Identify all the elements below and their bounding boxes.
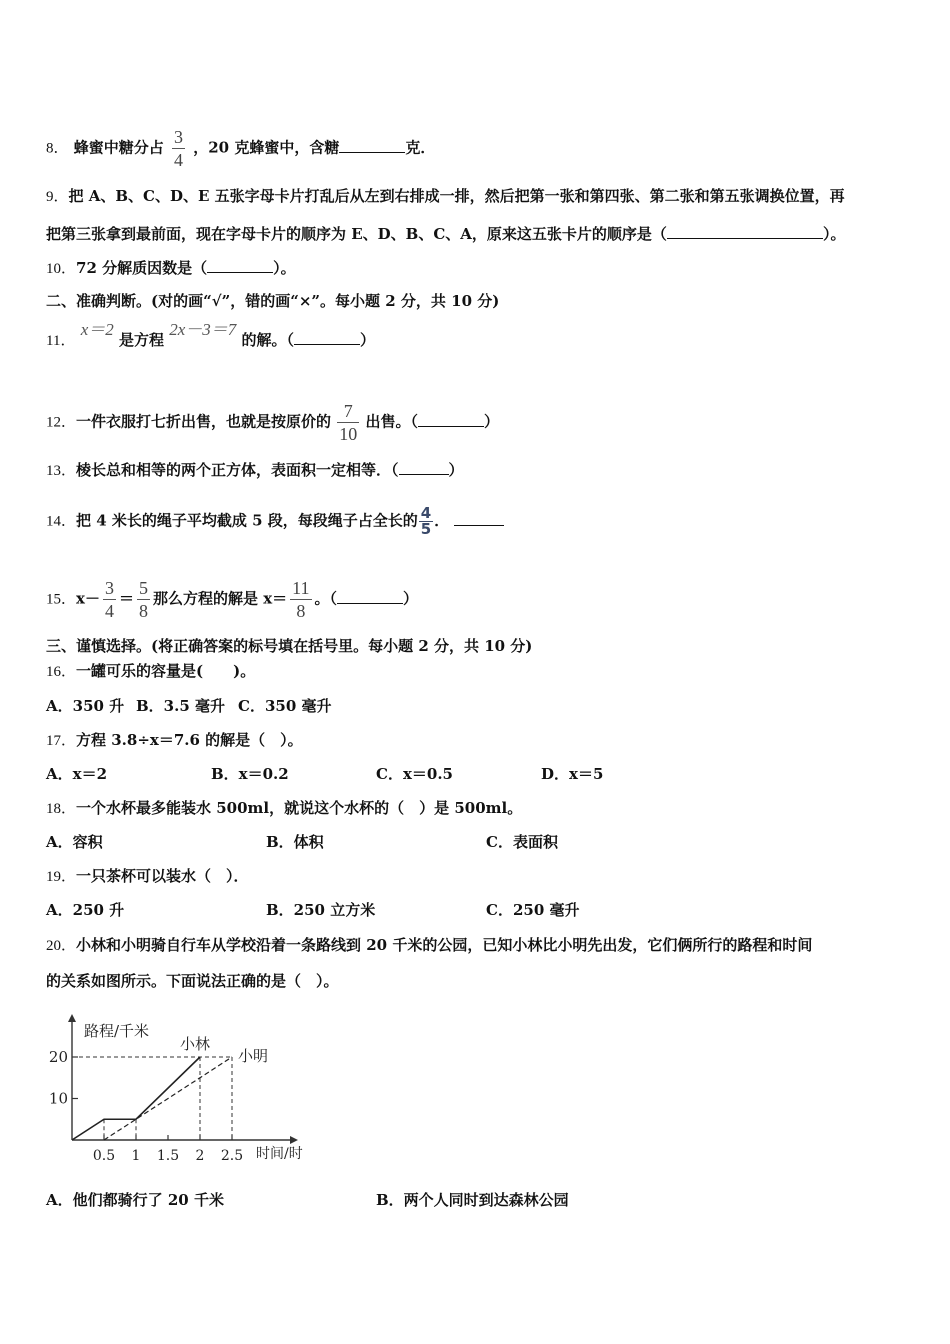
q15-end: ） <box>403 589 419 608</box>
q10-number: 10． <box>46 261 77 277</box>
q12-text: 一件衣服打七折出售，也就是按原价的 <box>76 412 332 431</box>
q16-option-a[interactable]: A．350 升 <box>46 697 125 715</box>
q15-fraction-3: $\frac{11}{8}$ <box>292 578 310 621</box>
q12-answer-blank[interactable] <box>418 412 484 427</box>
q15-fraction-2: $\frac{5}{8}$ <box>138 578 148 621</box>
q15-text-mid: 那么方程的解是 x＝ <box>152 589 288 608</box>
question-20 <box>46 935 812 956</box>
series-label-xiaoming: 小明 <box>238 1047 269 1065</box>
q13-end: ） <box>448 461 464 479</box>
q11-math-2: 2x－3＝7 <box>169 320 237 339</box>
q14-text-2: ． <box>434 511 450 530</box>
q14-text: 把 4 米长的绳子平均截成 5 段，每段绳子占全长的 <box>76 511 418 530</box>
question-9-cont <box>46 224 845 244</box>
q15-text-2: 。（ <box>314 589 338 608</box>
x-axis-arrow <box>290 1136 298 1144</box>
q11-text-2: 的解。（ <box>241 331 295 349</box>
q8-fraction: $\frac{3}{4}$ <box>174 127 183 170</box>
q14-fraction: $\frac{4}{5}$ <box>420 504 432 538</box>
q19-text: 一只茶杯可以装水（ ）． <box>76 867 249 885</box>
y-axis-label: 路程/千米 <box>84 1022 150 1040</box>
q18-number: 18． <box>46 801 77 817</box>
q15-text-a: x－ <box>76 589 100 608</box>
q11-number: 11． <box>46 333 76 349</box>
q8-number: 8． <box>46 140 69 157</box>
q17-option-c[interactable]: C．x＝0.5 <box>376 765 453 783</box>
question-10 <box>46 258 296 279</box>
q20-option-b[interactable]: B．两个人同时到达森林公园 <box>376 1191 569 1209</box>
q20-option-a[interactable]: A．他们都骑行了 20 千米 <box>46 1191 224 1209</box>
q11-end: ） <box>360 331 376 349</box>
q15-fraction-1: $\frac{3}{4}$ <box>104 578 114 621</box>
q18-option-a[interactable]: A．容积 <box>46 833 103 851</box>
q11-text: 是方程 <box>118 331 164 349</box>
q17-option-a[interactable]: A．x＝2 <box>46 765 108 783</box>
q12-text-2: 出售。（ <box>365 412 419 431</box>
q17-text: 方程 3.8÷x＝7.6 的解是（ ）。 <box>76 731 303 749</box>
q15-number: 15． <box>46 591 77 608</box>
q12-fraction: $\frac{7}{10}$ <box>339 401 358 444</box>
q14-number: 14． <box>46 513 77 530</box>
question-14 <box>46 506 504 537</box>
q20-number: 20． <box>46 938 77 954</box>
q19-option-c[interactable]: C．250 毫升 <box>486 901 580 919</box>
question-20-cont <box>46 971 339 991</box>
question-9 <box>46 186 845 207</box>
question-12 <box>46 400 499 445</box>
q15-equals: ＝ <box>118 589 134 608</box>
question-18 <box>46 798 522 819</box>
q12-number: 12． <box>46 414 77 431</box>
q20-line-2: 的关系如图所示。下面说法正确的是（ ）。 <box>46 972 339 990</box>
q8-text: 蜂蜜中糖分占 <box>73 138 164 157</box>
q18-option-c[interactable]: C．表面积 <box>486 833 558 851</box>
q18-option-b[interactable]: B．体积 <box>266 833 324 851</box>
q10-answer-blank[interactable] <box>207 258 273 273</box>
q16-text: 一罐可乐的容量是( )。 <box>76 662 256 680</box>
series-line-xiaoming <box>104 1057 232 1140</box>
q9-line-1: 把 A、B、C、D、E 五张字母卡片打乱后从左到右排成一排，然后把第一张和第四张、第二张和第五张调换位置，再 <box>68 187 845 205</box>
q9-number: 9． <box>46 189 69 205</box>
question-15 <box>46 577 418 622</box>
q13-text: 棱长总和相等的两个正方体，表面积一定相等．（ <box>76 461 399 479</box>
section-2-title: 二、准确判断。(对的画“√”，错的画“×”。每小题 2 分，共 10 分) <box>46 292 500 310</box>
x-tick-label-0.5: 0.5 <box>92 1148 116 1164</box>
section-3-title: 三、谨慎选择。(将正确答案的标号填在括号里。每小题 2 分，共 10 分) <box>46 637 533 655</box>
q16-number: 16． <box>46 664 77 680</box>
distance-time-chart <box>40 1012 330 1172</box>
q13-number: 13． <box>46 463 77 479</box>
y-tick-label-20: 20 <box>48 1048 68 1066</box>
q15-answer-blank[interactable] <box>337 589 403 604</box>
x-tick-label-2.5: 2.5 <box>220 1148 244 1164</box>
q16-option-b[interactable]: B．3.5 毫升 <box>136 697 225 715</box>
q12-end: ） <box>484 412 500 431</box>
question-11 <box>46 320 376 351</box>
q18-text: 一个水杯最多能装水 500ml，就说这个水杯的（ ）是 500ml。 <box>76 799 523 817</box>
q10-text: 72 分解质因数是（ <box>76 259 208 277</box>
y-axis-arrow <box>68 1014 76 1022</box>
question-16 <box>46 661 255 682</box>
q8-answer-blank[interactable] <box>339 138 405 153</box>
x-tick-label-2: 2 <box>195 1148 205 1164</box>
q17-option-d[interactable]: D．x＝5 <box>541 765 604 783</box>
question-8 <box>46 126 435 171</box>
question-17 <box>46 730 303 751</box>
q9-answer-blank[interactable] <box>667 224 823 239</box>
q14-answer-blank[interactable] <box>454 511 504 526</box>
q19-number: 19． <box>46 869 77 885</box>
question-13 <box>46 460 464 481</box>
q11-math-1: x＝2 <box>80 320 114 339</box>
x-tick-label-1: 1 <box>131 1148 141 1164</box>
y-tick-label-10: 10 <box>48 1089 68 1108</box>
q11-answer-blank[interactable] <box>294 330 360 345</box>
q9-end: ）。 <box>822 225 846 243</box>
x-axis-label: 时间/时 <box>256 1146 303 1162</box>
q20-line-1: 小林和小明骑自行车从学校沿着一条路线到 20 千米的公园，已知小林比小明先出发，它们俩所行的路程和时间 <box>76 936 813 954</box>
q13-answer-blank[interactable] <box>399 460 449 475</box>
q9-line-2: 把第三张拿到最前面，现在字母卡片的顺序为 E、D、B、C、A，原来这五张卡片的顺序是（ <box>46 225 667 243</box>
q8-end: 克． <box>405 138 436 157</box>
series-label-xiaolin: 小林 <box>180 1035 211 1053</box>
question-19 <box>46 866 249 887</box>
q19-option-a[interactable]: A．250 升 <box>46 901 125 919</box>
x-tick-label-1.5: 1.5 <box>156 1148 180 1164</box>
q8-text-2: ，20 克蜂蜜中，含糖 <box>193 138 340 157</box>
q17-number: 17． <box>46 733 77 749</box>
q17-option-b[interactable]: B．x＝0.2 <box>211 765 289 783</box>
q10-end: ）。 <box>273 259 296 277</box>
q19-option-b[interactable]: B．250 立方米 <box>266 901 376 919</box>
q16-option-c[interactable]: C．350 毫升 <box>238 697 332 715</box>
